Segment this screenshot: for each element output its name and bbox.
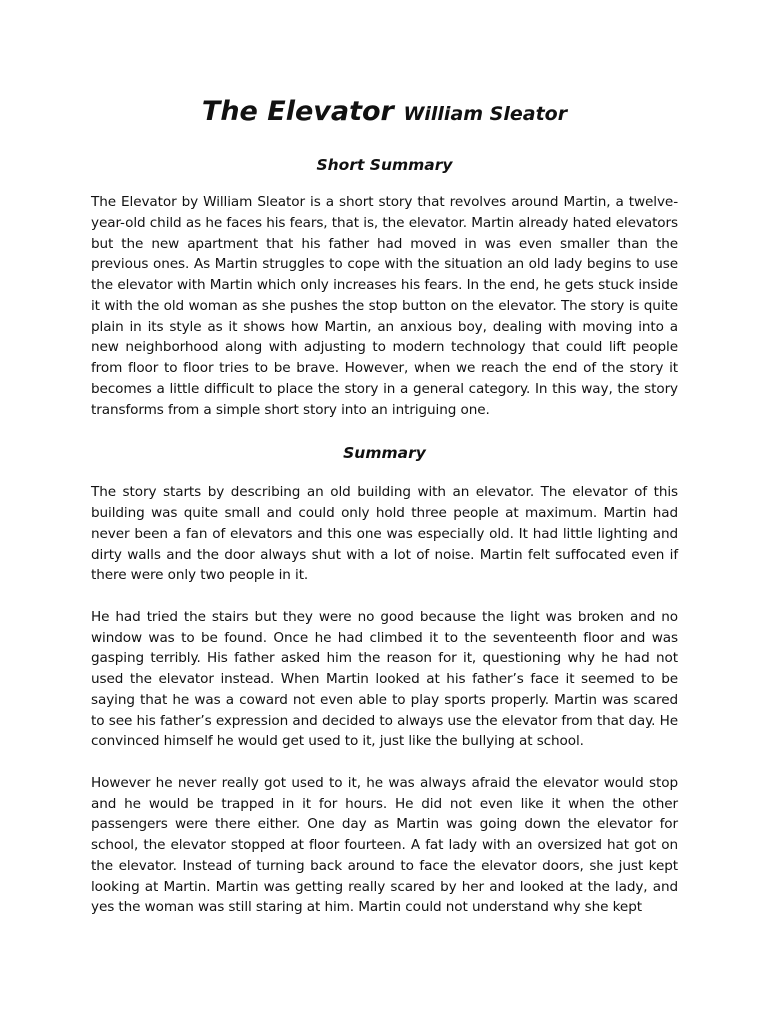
short-summary-paragraph: The Elevator by William Sleator is a short story that revolves around Martin, a twelve-year-old child as he faces his fears, that is, the elevator. Martin already hated elevators but the new apartment that his father had moved in was even smaller than the previous ones. As Martin struggles to cope with the situation an old lady begins to use the elevator with Martin which only increases his fears. In the end, he gets stuck inside it with the old woman as she pushes the stop button on the elevator. The story is quite plain in its style as it shows how Martin, an anxious boy, dealing with moving into a new neighborhood along with adjusting to modern technology that could lift people from floor to floor tries to be brave. However, when we reach the end of the story it becomes a little difficult to place the story in a general category. In this way, the story transforms from a simple short story into an intriguing one.: [91, 194, 678, 418]
document-author: William Sleator: [403, 103, 568, 125]
section-heading-summary: Summary: [343, 444, 426, 463]
document-title: The Elevator: [201, 96, 394, 127]
summary-paragraph-1: The story starts by describing an old building with an elevator. The elevator of this building was quite small and could only hold three people at maximum. Martin had never been a fan of elevators and this one was especially old. It had little lighting and dirty walls and the door always shut with a lot of noise. Martin felt suffocated even if there were only two people in it.: [91, 484, 678, 584]
document-title-line: [91, 92, 678, 132]
document-page: [91, 92, 678, 918]
summary-paragraph-2: He had tried the stairs but they were no good because the light was broken and no window was to be found. Once he had climbed it to the seventeenth floor and was gasping terribly. His father asked him the reason for it, questioning why he had not used the elevator instead. When Martin looked at his father’s face it seemed to be saying that he was a coward not even able to play sports properly. Martin was scared to see his father’s expression and decided to always use the elevator from that day. He convinced himself he would get used to it, just like the bullying at school.: [91, 608, 678, 750]
summary-paragraph-3: However he never really got used to it, he was always afraid the elevator would stop and he would be trapped in it for hours. He did not even like it when the other passengers were there either. One day as Martin was going down the elevator for school, the elevator stopped at floor fourteen. A fat lady with an oversized hat got on the elevator. Instead of turning back around to face the elevator doors, she just kept looking at Martin. Martin was getting really scared by her and looked at the lady, and yes the woman was still staring at him. Martin could not understand why she kept: [91, 774, 678, 916]
section-heading-short-summary: Short Summary: [316, 156, 453, 174]
